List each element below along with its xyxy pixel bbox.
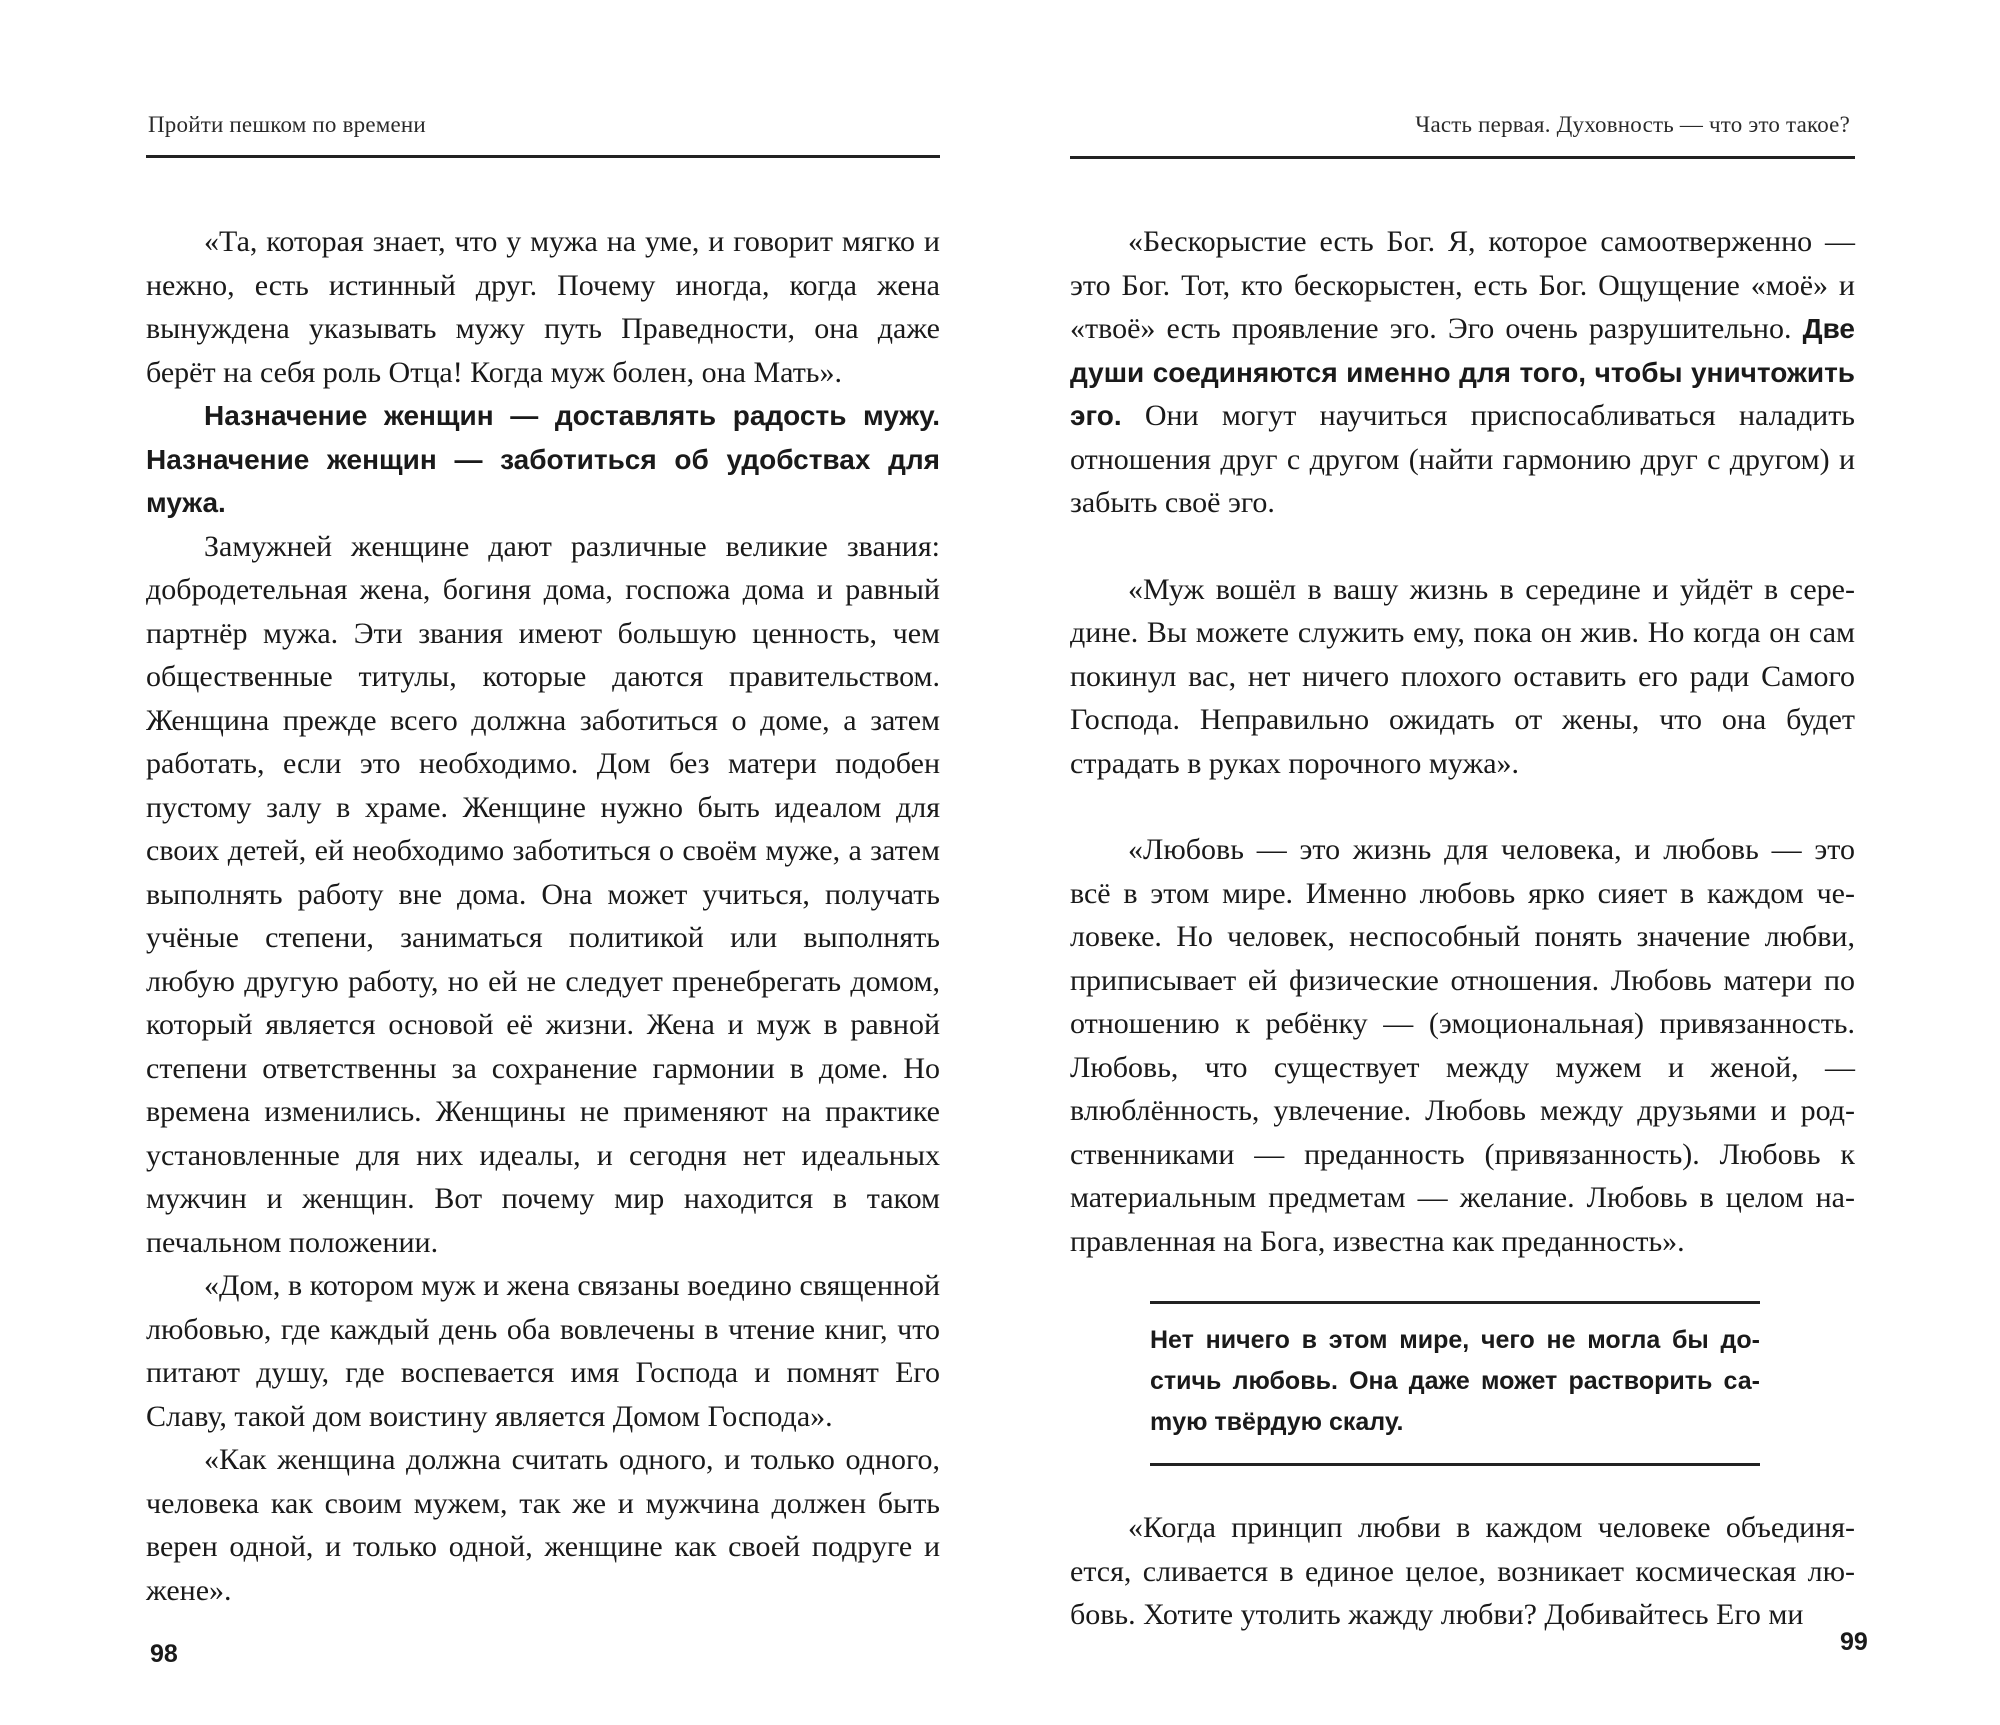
right-paragraph-1-bold: Две души соединяются именно для того, чтобы уничтожить эго. [1070, 313, 1855, 431]
right-page [1000, 0, 2000, 1725]
left-paragraph-3: Замужней женщине дают различные великие звания: добродетельная жена, богиня дома, госпожа дома и равный партнёр мужа. Эти звания имеют большую ценность, чем общественные титулы, которые даются правительством. Женщина прежде всего должна заботиться о доме, а затем работать, если это необходимо. Дом без матери подобен пустому залу в храме. Женщине нужно быть идеалом для своих детей, ей необходимо заботиться о своём муже, а затем выполнять работу вне дома. Она может учиться, получать учёные степени, заниматься политикой или выполнять любую другую работу, но ей не следует пренебрегать домом, который является основой её жизни. Жена и муж в равной степени ответственны за сохранение гармонии в доме. Но времена изменились. Женщины не применяют на практике установленные для них идеалы, и сегодня нет идеальных мужчин и женщин. Вот почему мир находится в таком печальном положении. [146, 529, 940, 1259]
right-paragraph-1-end: Они могут научиться приспосабливаться наладить отношения друг с другом (найти гармонию друг с другом) и забыть своё эго. [1070, 399, 1855, 519]
left-paragraph-5: «Как женщина должна считать одного, и только одного, человека как своим мужем, так же и мужчина должен быть верен одной, и только одной, женщине как своей подруге и жене». [146, 1443, 940, 1607]
right-paragraph-1 [1070, 220, 1855, 525]
right-paragraph-3: «Любовь — это жизнь для человека, и любовь — это всё в этом мире. Именно любовь ярко сияет в каждом человеке. Но человек, неспособный понять значение любви, приписывает ей физические отношения. Любовь матери по отношению к ребёнку — (эмоциональная) привязанность. Любовь, что существует между мужем и женой, — влюблённость, увлечение. Любовь между друзьями и родственниками — преданность (привязанность). Любовь к материальным предметам — желание. Любовь в целом направленная на Бога, известна как преданность». [1070, 833, 1855, 1258]
left-page-number: 98 [150, 1640, 178, 1668]
right-paragraph-4: «Когда принцип любви в каждом человеке объединяется, сливается в единое целое, возникает космическая любовь. Хотите утолить жажду любви? Добивайтесь Его ми [1070, 1511, 1855, 1631]
right-page-number: 99 [1840, 1628, 1868, 1656]
left-paragraph-4: «Дом, в котором муж и жена связаны воедино священной любовью, где каждый день оба вовлечены в чтение книг, что питают душу, где воспевается имя Господа и помнят Его Славу, такой дом воистину является Домом Господа». [146, 1269, 940, 1433]
right-paragraph-2: «Муж вошёл в вашу жизнь в середине и уйдёт в середине. Вы можете служить ему, пока он жив. Но когда он сам покинул вас, нет ничего плохого оставить его ради Самого Господа. Неправильно ожидать от жены, что она будет страдать в руках порочного мужа». [1070, 572, 1855, 780]
callout-quote: Нет ничего в этом мире, чего не могла бы достичь любовь. Она даже может растворить саmую твёрдую скалу. [1150, 1301, 1760, 1466]
right-text-column [1070, 220, 1855, 1637]
right-paragraph-1-start: «Бескорыстие есть Бог. Я, которое самоотверженно — это Бог. Тот, кто бескорыстен, есть Бог. Ощущение «моё» и «твоё» есть проявление эго. Эго очень разрушительно. [1070, 225, 1855, 345]
left-paragraph-1: «Та, которая знает, что у мужа на уме, и говорит мягко и нежно, есть истинный друг. Почему иногда, когда жена вынуждена указывать мужу путь Праведности, она даже берёт на себя роль Отца! Когда муж болен, она Мать». [146, 225, 940, 389]
left-paragraph-2-bold: Назначение женщин — доставлять радость мужу. Назначение женщин — заботиться об удобствах для мужа. [146, 400, 940, 518]
right-running-head: Часть первая. Духовность — что это такое? [1415, 112, 1850, 137]
left-header-rule [146, 155, 940, 158]
left-running-head: Пройти пешком по времени [148, 112, 426, 137]
left-text-column [146, 220, 940, 1612]
right-header-rule [1070, 156, 1855, 159]
